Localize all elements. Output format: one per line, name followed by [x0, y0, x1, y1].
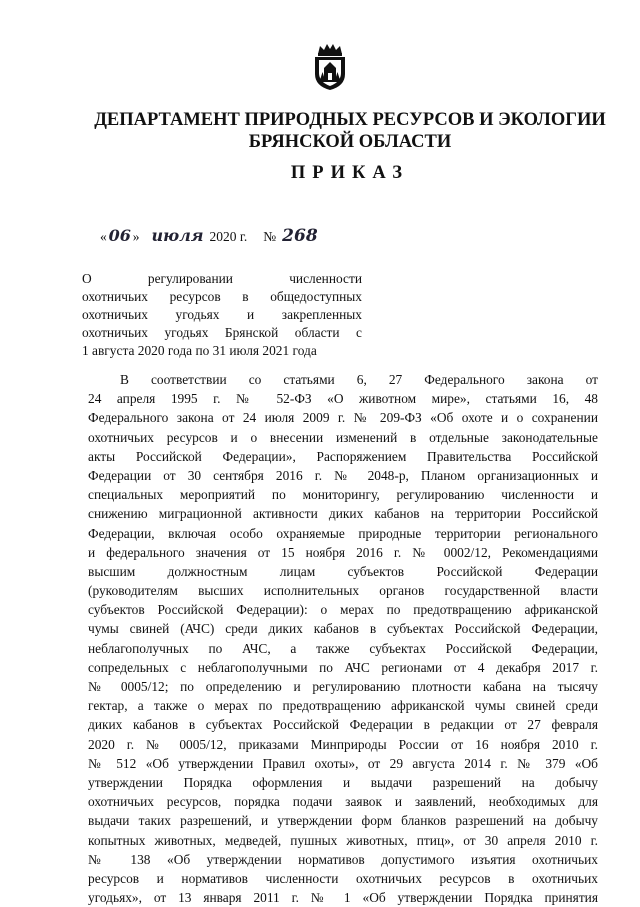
body-line: (руководителям высших исполнительных органов государственной власти	[88, 583, 598, 599]
body-line: акты Российской Федерации», Распоряжением Правительства Российской	[88, 448, 598, 464]
subject-line: О регулировании численности	[82, 271, 362, 286]
subject-line: охотничьих ресурсов в общедоступных	[82, 289, 362, 304]
body-line: снижению миграционной активности диких кабанов на территории Российской	[88, 506, 598, 522]
subject-line: 1 августа 2020 года по 31 июля 2021 года	[82, 343, 317, 358]
body-line: копытных животных, медведей, пушных животных, птиц», от 30 апреля 2010 г.	[88, 832, 598, 848]
body-line: угодьях», от 13 января 2011 г. № 1 «Об утверждении Порядка принятия	[88, 890, 598, 906]
date-number-line	[100, 226, 322, 246]
body-line: субъектов Российской Федерации): о мерах по предотвращению африканской	[88, 602, 598, 618]
body-line: утверждении Порядка оформления и выдачи разрешений на добычу	[88, 774, 598, 790]
handwritten-day: 06	[108, 226, 131, 245]
body-line: № 0005/12; по определению и регулированию плотности кабана на тысячу	[88, 679, 598, 694]
department-name-line-1: ДЕПАРТАМЕНТ ПРИРОДНЫХ РЕСУРСОВ И ЭКОЛОГИИ	[94, 110, 606, 130]
order-body-text	[88, 370, 598, 907]
open-quote: «	[100, 229, 107, 244]
body-line: чумы свиней (АЧС) среди диких кабанов в субъектах Российской Федерации,	[88, 621, 598, 637]
body-line: и федерального значения от 15 ноября 2016 г. № 0002/12, Рекомендациями	[88, 544, 598, 560]
year-label: 2020 г.	[209, 229, 248, 244]
body-line: высшим должностным лицам субъектов Российской Федерации	[88, 563, 598, 579]
body-line: 2020 г. № 0005/12, приказами Минприроды России от 16 ноября 2010 г.	[88, 736, 598, 752]
body-line: ресурсов и нормативов численности охотничьих ресурсов в охотничьих	[88, 870, 598, 886]
body-line: охотничьих ресурсов и о внесении изменений в отдельные законодательные	[88, 429, 598, 445]
document-type-title: ПРИКАЗ	[290, 163, 410, 183]
body-line: сопредельных с неблагополучными по АЧС регионами от 4 декабря 2017 г.	[88, 659, 598, 675]
body-line: охотничьих ресурсов, порядка подачи заявок и заявлений, необходимых для	[88, 794, 598, 810]
body-line: Федерации от 30 сентября 2016 г. № 2048-р, Планом организационных и	[88, 467, 598, 483]
subject-line: охотничьих угодьях и закрепленных	[82, 307, 362, 322]
handwritten-month: июля	[151, 226, 204, 245]
body-line: 24 апреля 1995 г. № 52-ФЗ «О животном мире», статьями 16, 48	[88, 391, 598, 407]
body-line: Федерального закона от 24 июля 2009 г. № 209-ФЗ «Об охоте и о сохранении	[88, 410, 598, 426]
body-line: специальных мероприятий по мониторингу, регулированию численности и	[88, 487, 598, 503]
number-sign: №	[263, 229, 277, 244]
subject-line: охотничьих угодьях Брянской области с	[82, 325, 362, 340]
body-line: № 138 «Об утверждении нормативов допустимого изъятия охотничьих	[88, 851, 598, 867]
body-line: В соответствии со статьями 6, 27 Федерального закона от	[120, 372, 598, 387]
body-line: гектар, а также о мерах по предотвращению африканской чумы свиней среди	[88, 698, 598, 714]
coat-of-arms-icon	[309, 42, 351, 92]
body-line: № 512 «Об утверждении Правил охоты», от 29 августа 2014 г. № 379 «Об	[88, 755, 598, 771]
handwritten-order-number: 268	[282, 226, 318, 246]
department-name-line-2: БРЯНСКОЙ ОБЛАСТИ	[248, 132, 452, 152]
body-line: диких кабанов в субъектах Российской Федерации в редакции от 27 февраля	[88, 717, 598, 733]
body-line: Федерации, включая особо охраняемые природные территории регионального	[88, 525, 598, 541]
body-line: выдачи таких разрешений, и утверждении форм бланков разрешений на добычу	[88, 813, 598, 829]
close-quote: »	[132, 229, 140, 244]
order-subject	[82, 270, 362, 360]
body-line: неблагополучных по АЧС, а также субъектах Российской Федерации,	[88, 640, 598, 656]
